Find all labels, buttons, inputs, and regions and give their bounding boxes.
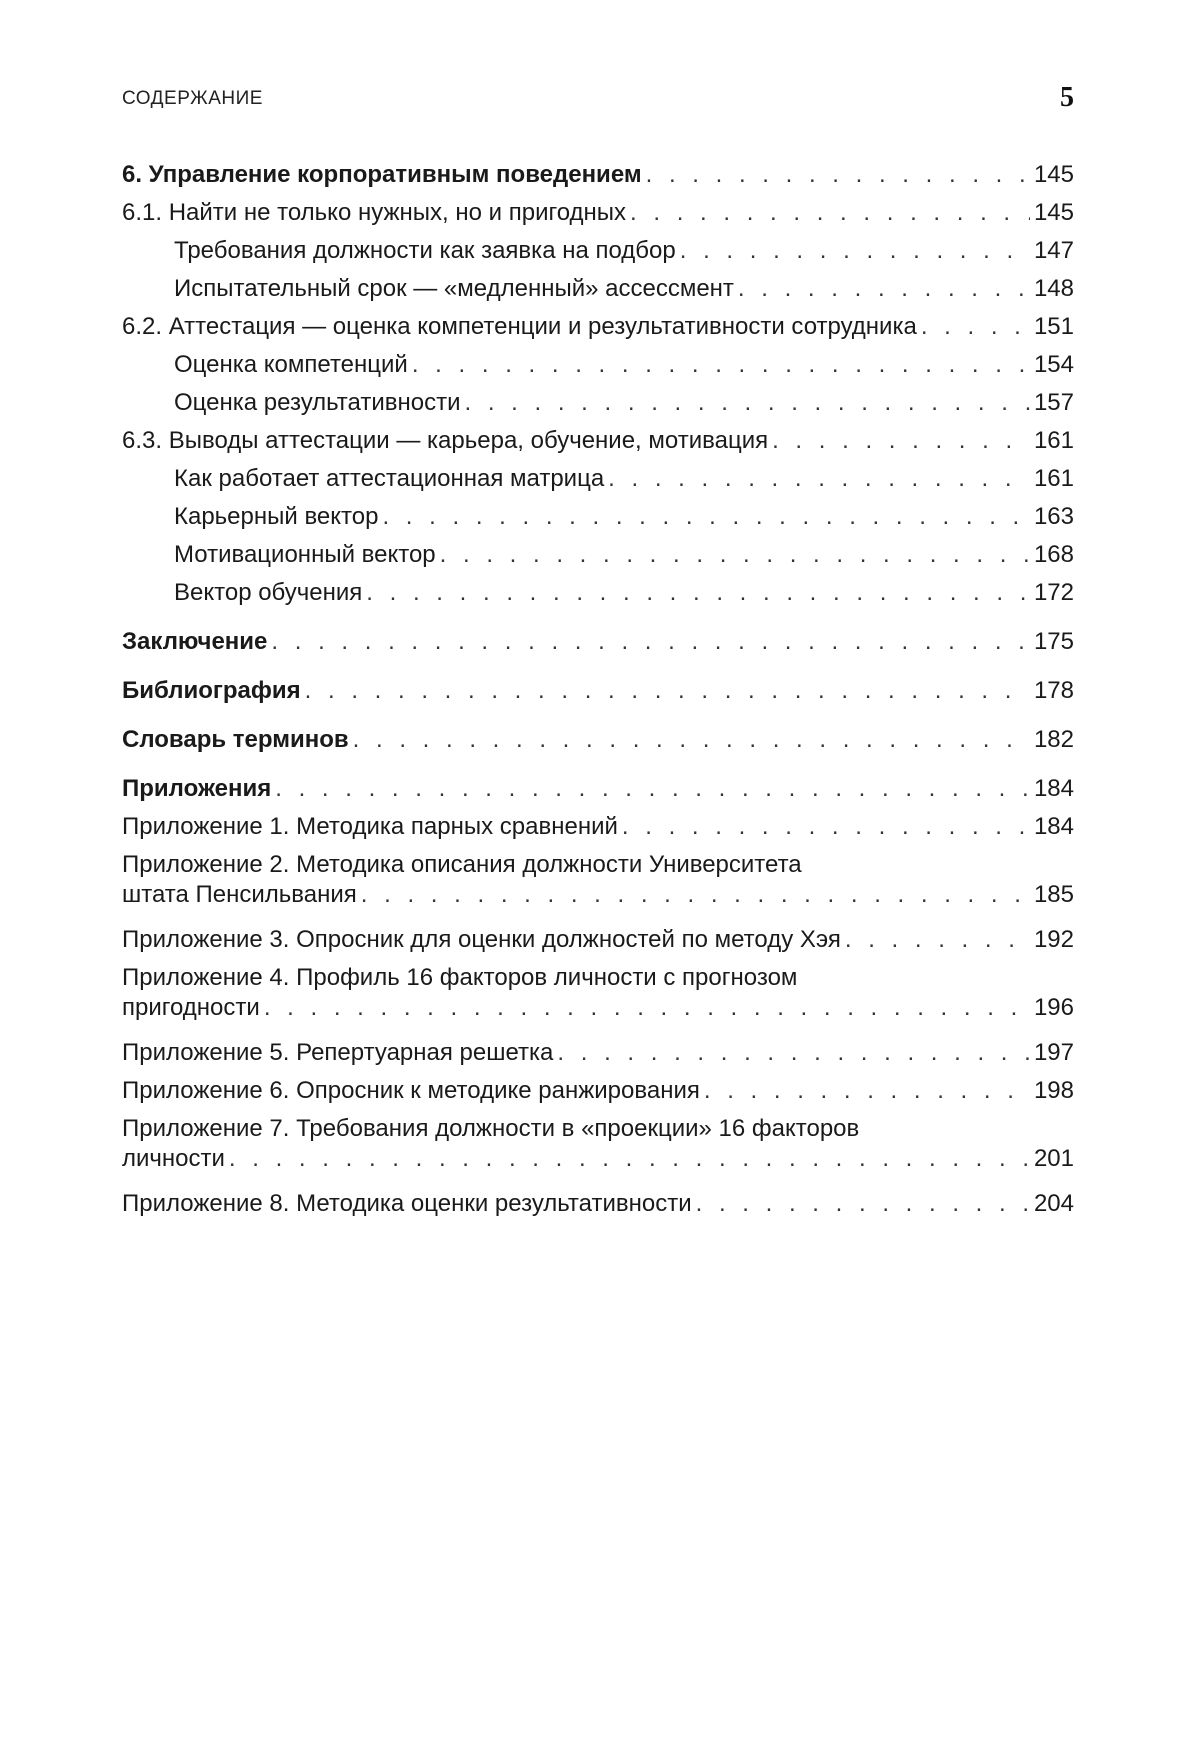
toc-entry-title: Приложение 8. Методика оценки результативности — [122, 1190, 692, 1217]
toc-entry-title: штата Пенсильвания — [122, 881, 357, 908]
dot-leader — [680, 236, 1030, 266]
toc-entry[interactable] — [122, 426, 1074, 456]
toc-entry-title: Приложение 6. Опросник к методике ранжирования — [122, 1077, 700, 1104]
toc-entry-title: пригодности — [122, 994, 260, 1021]
dot-leader — [412, 350, 1030, 380]
toc-entry[interactable] — [122, 812, 1074, 842]
toc-entry[interactable] — [122, 502, 1074, 532]
dot-leader — [845, 925, 1030, 955]
toc-entry-title: Заключение — [122, 628, 268, 655]
toc-entry[interactable] — [122, 274, 1074, 304]
toc-entry-title-line: Приложение 7. Требования должности в «проекции» 16 факторов — [122, 1115, 860, 1142]
toc-entry-page: 163 — [1033, 503, 1074, 530]
toc-entry[interactable] — [122, 627, 1074, 657]
dot-leader — [361, 880, 1030, 910]
running-head: СОДЕРЖАНИЕ — [122, 88, 263, 109]
toc-entry-page: 204 — [1033, 1190, 1074, 1217]
toc-entry[interactable] — [122, 578, 1074, 608]
dot-leader — [264, 993, 1030, 1023]
toc-entry-page: 168 — [1033, 541, 1074, 568]
toc-entry-title: Приложение 5. Репертуарная решетка — [122, 1039, 554, 1066]
toc-entry-title: 6.2. Аттестация — оценка компетенции и результативности сотрудника — [122, 313, 917, 340]
dot-leader — [696, 1189, 1030, 1219]
dot-leader — [305, 676, 1030, 706]
toc-entry[interactable] — [122, 1038, 1074, 1068]
dot-leader — [229, 1144, 1030, 1174]
toc-entry-page: 147 — [1033, 237, 1074, 264]
toc-entry[interactable] — [122, 1076, 1074, 1106]
toc-entry-title: Оценка результативности — [174, 389, 461, 416]
dot-leader — [921, 312, 1030, 342]
toc-entry-page: 201 — [1033, 1145, 1074, 1172]
toc-entry-title: Приложение 1. Методика парных сравнений — [122, 813, 618, 840]
toc-entry-title: 6.1. Найти не только нужных, но и пригодных — [122, 199, 627, 226]
toc-entry-title: Мотивационный вектор — [174, 541, 436, 568]
toc-entry-title: Требования должности как заявка на подбор — [174, 237, 676, 264]
toc-entry-title: Приложения — [122, 775, 272, 802]
toc-entry[interactable] — [122, 350, 1074, 380]
toc-entry[interactable] — [122, 464, 1074, 494]
toc-entry-page: 182 — [1033, 726, 1074, 753]
dot-leader — [440, 540, 1030, 570]
toc-entry-page: 172 — [1033, 579, 1074, 606]
toc-entry-title: 6. Управление корпоративным поведением — [122, 161, 642, 188]
toc-entry-page: 197 — [1033, 1039, 1074, 1066]
toc-entry[interactable] — [122, 925, 1074, 955]
toc-entry-title: 6.3. Выводы аттестации — карьера, обучение, мотивация — [122, 427, 769, 454]
toc-entry-title: Библиография — [122, 677, 301, 704]
dot-leader — [738, 274, 1030, 304]
dot-leader — [382, 502, 1029, 532]
toc-entry-page: 157 — [1033, 389, 1074, 416]
toc-entry[interactable] — [122, 388, 1074, 418]
toc-entry-page: 154 — [1033, 351, 1074, 378]
toc-entry-title: Испытательный срок — «медленный» ассессмент — [174, 275, 734, 302]
toc-entry-title: Карьерный вектор — [174, 503, 379, 530]
toc-entry-page: 151 — [1033, 313, 1074, 340]
toc-entry-title-line: Приложение 4. Профиль 16 факторов личности с прогнозом — [122, 964, 798, 991]
dot-leader — [353, 725, 1030, 755]
toc-entry-page: 184 — [1033, 813, 1074, 840]
toc-entry[interactable] — [122, 160, 1074, 190]
toc-entry-title: Словарь терминов — [122, 726, 349, 753]
toc-entry-title: личности — [122, 1145, 225, 1172]
dot-leader — [275, 774, 1030, 804]
toc-entry-page: 161 — [1033, 427, 1074, 454]
toc-entry[interactable] — [122, 1114, 1074, 1174]
toc-entry-title: Оценка компетенций — [174, 351, 408, 378]
toc-entry-page: 145 — [1033, 199, 1074, 226]
toc-entry-page: 145 — [1033, 161, 1074, 188]
dot-leader — [465, 388, 1030, 418]
toc-entry[interactable] — [122, 540, 1074, 570]
toc-entry[interactable] — [122, 963, 1074, 1023]
toc-entry[interactable] — [122, 1189, 1074, 1219]
dot-leader — [271, 627, 1030, 657]
toc-entry-page: 198 — [1033, 1077, 1074, 1104]
toc-entry-page: 184 — [1033, 775, 1074, 802]
toc-entry[interactable] — [122, 676, 1074, 706]
toc-entry-page: 148 — [1033, 275, 1074, 302]
dot-leader — [646, 160, 1030, 190]
dot-leader — [557, 1038, 1030, 1068]
toc-entry[interactable] — [122, 774, 1074, 804]
toc-entry-title-line: Приложение 2. Методика описания должности Университета — [122, 851, 802, 878]
dot-leader — [772, 426, 1030, 456]
toc-entry-page: 192 — [1033, 926, 1074, 953]
toc-entry-page: 178 — [1033, 677, 1074, 704]
toc-entry[interactable] — [122, 312, 1074, 342]
toc-entry[interactable] — [122, 850, 1074, 910]
toc-entry-title: Вектор обучения — [174, 579, 363, 606]
toc-entry-title: Как работает аттестационная матрица — [174, 465, 605, 492]
dot-leader — [366, 578, 1030, 608]
toc-entry-title: Приложение 3. Опросник для оценки должностей по методу Хэя — [122, 926, 841, 953]
toc-entry[interactable] — [122, 725, 1074, 755]
dot-leader — [630, 198, 1030, 228]
toc-entry-page: 161 — [1033, 465, 1074, 492]
toc-entry-page: 175 — [1033, 628, 1074, 655]
toc-entry[interactable] — [122, 236, 1074, 266]
dot-leader — [608, 464, 1030, 494]
toc-entry-page: 196 — [1033, 994, 1074, 1021]
toc-entry[interactable] — [122, 198, 1074, 228]
dot-leader — [704, 1076, 1030, 1106]
dot-leader — [622, 812, 1030, 842]
page-number: 5 — [1060, 82, 1074, 113]
toc-entry-page: 185 — [1033, 881, 1074, 908]
